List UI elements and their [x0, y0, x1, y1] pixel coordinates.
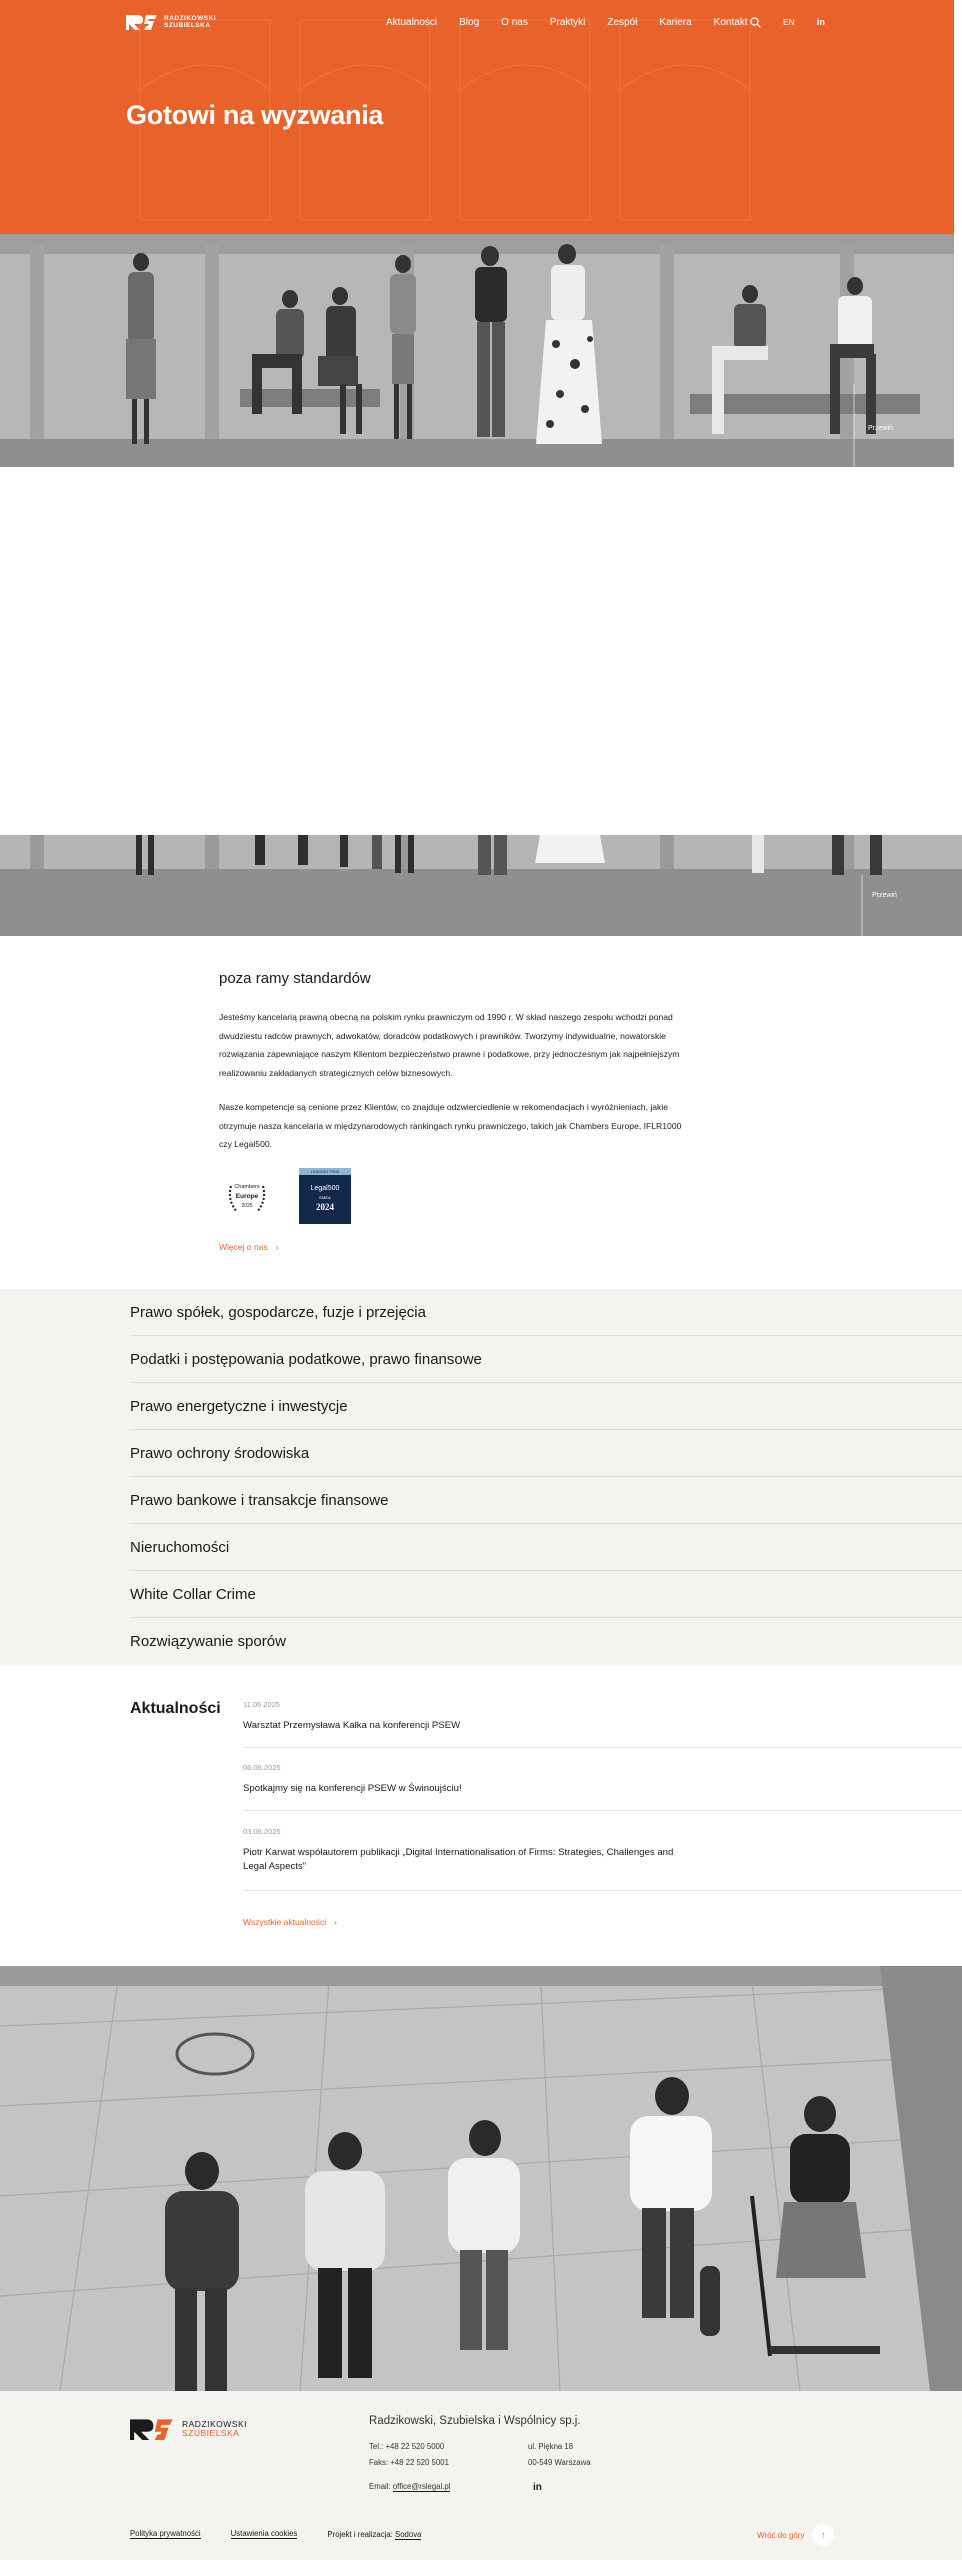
practices-section	[0, 1289, 962, 1665]
nav-item-praktyki[interactable]: Praktyki	[549, 16, 586, 28]
chambers-region: Europe	[235, 1192, 259, 1200]
chambers-award-badge	[219, 1168, 275, 1224]
team-photo-feet	[0, 835, 962, 936]
nav-item-aktualnosci[interactable]: Aktualności	[386, 16, 438, 28]
rs-logo-icon	[126, 13, 158, 31]
search-icon[interactable]	[750, 17, 761, 28]
nav-utilities	[750, 14, 825, 30]
logo-text	[164, 15, 216, 30]
nav-item-kariera[interactable]: Kariera	[659, 16, 692, 28]
footer-logo-line-1: RADZIKOWSKI	[182, 2418, 248, 2429]
footer-logo-line-2: SZUBIELSKA	[182, 2428, 240, 2438]
practice-item[interactable]: Prawo bankowe i transakcje finansowe	[130, 1477, 962, 1524]
team-photo-illustration	[0, 234, 954, 467]
news-date: 11.06.2025	[243, 1700, 280, 1709]
practice-item[interactable]: Prawo spółek, gospodarcze, fuzje i przejęcia	[130, 1289, 962, 1336]
footer-fax: Faks: +48 22 520 5001	[369, 2458, 449, 2467]
nav-item-o-nas[interactable]: O nas	[501, 16, 528, 28]
practice-item[interactable]: Nieruchomości	[130, 1524, 962, 1571]
nav-item-zespol[interactable]: Zespół	[607, 16, 638, 28]
credit-label: Projekt i realizacja:	[327, 2529, 393, 2539]
walking-photo-illustration	[0, 1966, 962, 2391]
news-date: 06.06.2025	[243, 1763, 281, 1772]
footer-email-link[interactable]: office@rslegal.pl	[392, 2482, 451, 2491]
news-title[interactable]: Piotr Karwat współautorem publikacji „Digital Internationalisation of Firms: Strategies, Challenges and Legal Aspects”	[243, 1847, 674, 1872]
footer-links	[130, 2529, 421, 2539]
more-about-label: Więcej o nas	[219, 1242, 268, 1252]
all-news-label: Wszystkie aktualności	[243, 1917, 327, 1927]
news-title[interactable]: Warsztat Przemysława Kałka na konferencji PSEW	[243, 1720, 461, 1731]
practice-item[interactable]: Podatki i postępowania podatkowe, prawo finansowe	[130, 1336, 962, 1383]
all-news-link[interactable]	[243, 1917, 337, 1927]
news-section-title: Aktualności	[130, 1700, 221, 1717]
cookie-settings-link[interactable]: Ustawienia cookies	[230, 2529, 298, 2538]
back-to-top-label: Wróć do góry	[757, 2530, 805, 2540]
rs-logo-icon	[130, 2416, 174, 2442]
hero-title: Gotowi na wyzwania	[126, 100, 384, 130]
language-switch[interactable]: EN	[783, 17, 795, 27]
arrow-right-icon: ›	[275, 1242, 279, 1252]
linkedin-icon[interactable]: in	[816, 17, 825, 27]
logo-line-1: RADZIKOWSKI	[164, 14, 217, 22]
more-about-link[interactable]	[219, 1242, 279, 1252]
intro-paragraph-1: Jesteśmy kancelarią prawną obecną na polskim rynku prawniczym od 1990 r. W skład naszego zespołu wchodzi ponad dwudziestu radców prawnych, adwokatów, doradców podatkowych i prawników. Tworzymy indywidualne, nowatorskie rozwiązania zapewniające naszym Klientom bezpieczeństwo prawne i podatkowe, przy jednoczesnym jak najpełniejszym realizowaniu zakładanych strategicznych celów biznesowych.	[219, 1012, 680, 1078]
site-logo[interactable]	[126, 13, 216, 31]
scroll-caption-2[interactable]: Przewiń	[872, 892, 897, 899]
scroll-caption[interactable]: Przewiń	[868, 425, 893, 432]
feet-photo-illustration	[0, 835, 962, 936]
news-item[interactable]	[243, 1763, 962, 1811]
logo-line-2: SZUBIELSKA	[164, 22, 211, 29]
news-date: 03.06.2025	[243, 1827, 281, 1836]
footer-street: ul. Piękna 18	[528, 2442, 574, 2451]
nav-item-kontakt[interactable]: Kontakt	[713, 16, 748, 28]
footer-phone[interactable]: Tel.: +48 22 520 5000	[369, 2442, 445, 2451]
arrow-up-icon: ↑	[812, 2524, 834, 2546]
legal500-region: EMEA	[319, 1194, 331, 1200]
arrow-right-icon: ›	[334, 1917, 337, 1927]
legal500-top: LEADING FIRM	[299, 1168, 351, 1175]
news-title[interactable]: Spotkajmy się na konferencji PSEW w Świnoujściu!	[243, 1783, 462, 1794]
footer-logo-text	[182, 2420, 247, 2439]
main-nav	[386, 15, 748, 29]
practice-item[interactable]: White Collar Crime	[130, 1571, 962, 1618]
legal500-brand: Legal500	[310, 1184, 340, 1192]
footer-linkedin-icon[interactable]: in	[533, 2482, 542, 2493]
footer-logo[interactable]	[130, 2416, 247, 2442]
legal500-year: 2024	[316, 1201, 334, 1212]
practice-item[interactable]: Rozwiązywanie sporów	[130, 1633, 286, 1650]
credit-link[interactable]: Sodova	[395, 2529, 422, 2539]
footer-email-label: Email:	[369, 2482, 391, 2491]
back-to-top[interactable]	[757, 2524, 834, 2546]
news-item[interactable]	[243, 1700, 962, 1748]
nav-item-blog[interactable]: Blog	[459, 16, 480, 28]
practice-item[interactable]: Prawo energetyczne i inwestycje	[130, 1383, 962, 1430]
team-photo-building	[0, 234, 954, 467]
news-item[interactable]	[243, 1827, 962, 1891]
intro-title: poza ramy standardów	[219, 970, 371, 987]
footer-company-name: Radzikowski, Szubielska i Wspólnicy sp.j.	[369, 2415, 581, 2427]
chambers-year: 2025	[241, 1202, 253, 1209]
footer-city: 00-549 Warszawa	[528, 2458, 591, 2467]
practice-item[interactable]: Prawo ochrony środowiska	[130, 1430, 962, 1477]
chambers-label: Chambers	[234, 1183, 260, 1190]
team-photo-walking	[0, 1966, 962, 2391]
legal500-award-badge	[299, 1168, 351, 1224]
credit	[327, 2530, 421, 2539]
intro-paragraph-2: Nasze kompetencje są cenione przez Klientów, co znajduje odzwierciedlenie w rekomendacjach i wyróżnieniach, jakie otrzymuje nasza kancelaria w międzynarodowych rankingach rynku prawniczego, takich jak Chambers Europe, IFLR1000 czy Legal500.	[219, 1102, 682, 1149]
footer-email	[369, 2482, 450, 2491]
privacy-policy-link[interactable]: Polityka prywatności	[130, 2529, 201, 2538]
